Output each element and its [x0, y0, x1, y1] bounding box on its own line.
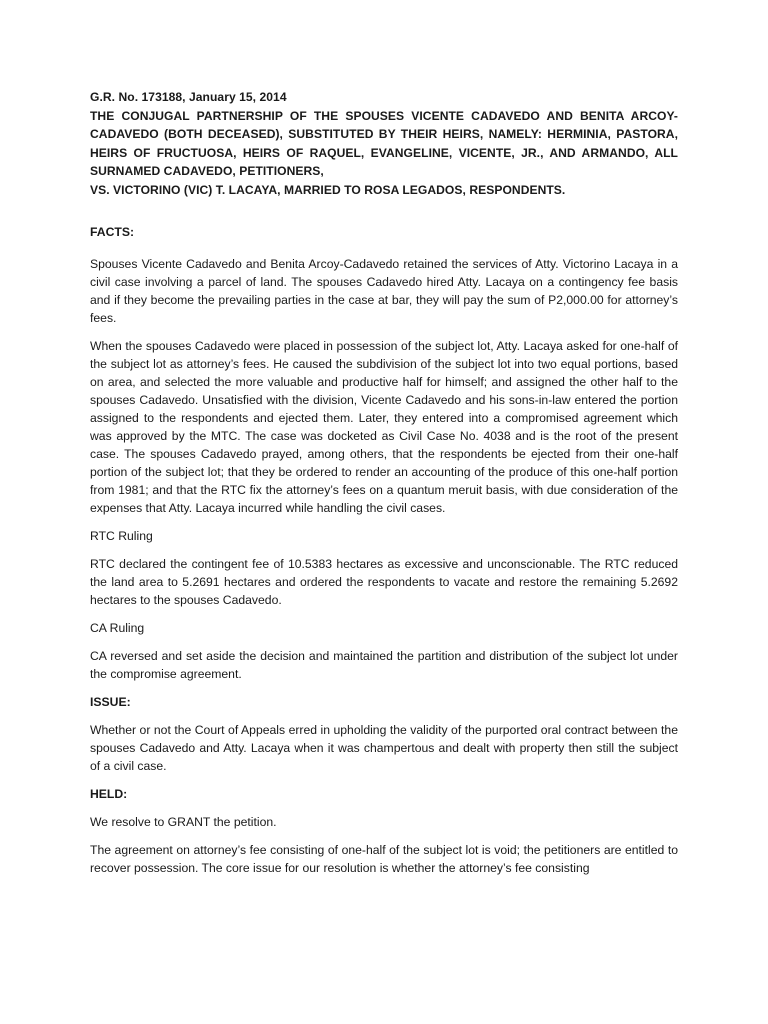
held-heading: HELD:: [90, 787, 128, 801]
facts-heading: FACTS:: [90, 225, 135, 239]
issue-paragraph: Whether or not the Court of Appeals erred in upholding the validity of the purported oral contract between the spouses Cadavedo and Atty. Lacaya when it was champertous and dealt with property then still the subject of a civil case.: [90, 723, 678, 773]
case-parties-petitioners: THE CONJUGAL PARTNERSHIP OF THE SPOUSES VICENTE CADAVEDO AND BENITA ARCOY-CADAVEDO (BOTH DECEASED), SUBSTITUTED BY THEIR HEIRS, NAMELY: HERMINIA, PASTORA, HEIRS OF FRUCTUOSA, HEIRS OF RAQUEL, EVANGELINE, VICENTE, JR., AND ARMANDO, ALL SURNAMED CADAVEDO, PETITIONERS,: [90, 108, 678, 178]
issue-heading: ISSUE:: [90, 695, 131, 709]
rtc-ruling-heading: RTC Ruling: [90, 529, 153, 543]
held-paragraph-1: We resolve to GRANT the petition.: [90, 815, 277, 829]
case-number: G.R. No. 173188, January 15, 2014: [90, 90, 287, 104]
facts-paragraph-1: Spouses Vicente Cadavedo and Benita Arcoy-Cadavedo retained the services of Atty. Victorino Lacaya in a civil case involving a parcel of land. The spouses Cadavedo hired Atty. Lacaya on a contingency fee basis and if they become the prevailing parties in the case at bar, they will pay the sum of P2,000.00 for attorney’s fees.: [90, 257, 678, 325]
held-paragraph-2: The agreement on attorney’s fee consisting of one-half of the subject lot is void; the petitioners are entitled to recover possession. The core issue for our resolution is whether the attorney’s fee consisting: [90, 843, 678, 875]
case-parties-respondents: VS. VICTORINO (VIC) T. LACAYA, MARRIED TO ROSA LEGADOS, RESPONDENTS.: [90, 182, 566, 197]
ca-ruling-heading: CA Ruling: [90, 621, 145, 635]
case-title-block: [90, 88, 678, 199]
rtc-ruling-paragraph: RTC declared the contingent fee of 10.5383 hectares as excessive and unconscionable. The RTC reduced the land area to 5.2691 hectares and ordered the respondents to vacate and restore the remaining 5.2692 hectares to the spouses Cadavedo.: [90, 557, 678, 607]
ca-ruling-paragraph: CA reversed and set aside the decision and maintained the partition and distribution of the subject lot under the compromise agreement.: [90, 649, 678, 681]
facts-paragraph-2: When the spouses Cadavedo were placed in possession of the subject lot, Atty. Lacaya asked for one-half of the subject lot as attorney’s fees. He caused the subdivision of the subject lot into two equal portions, based on area, and selected the more valuable and productive half for himself; and assigned the other half to the spouses Cadavedo. Unsatisfied with the division, Vicente Cadavedo and his sons-in-law entered the portion assigned to the respondents and ejected them. Later, they entered into a compromised agreement which was approved by the MTC. The case was docketed as Civil Case No. 4038 and is the root of the present case. The spouses Cadavedo prayed, among others, that the respondents be ejected from their one-half portion of the subject lot; that they be ordered to render an accounting of the produce of this one-half portion from 1981; and that the RTC fix the attorney’s fees on a quantum meruit basis, with due consideration of the expenses that Atty. Lacaya incurred while handling the civil cases.: [90, 339, 678, 515]
